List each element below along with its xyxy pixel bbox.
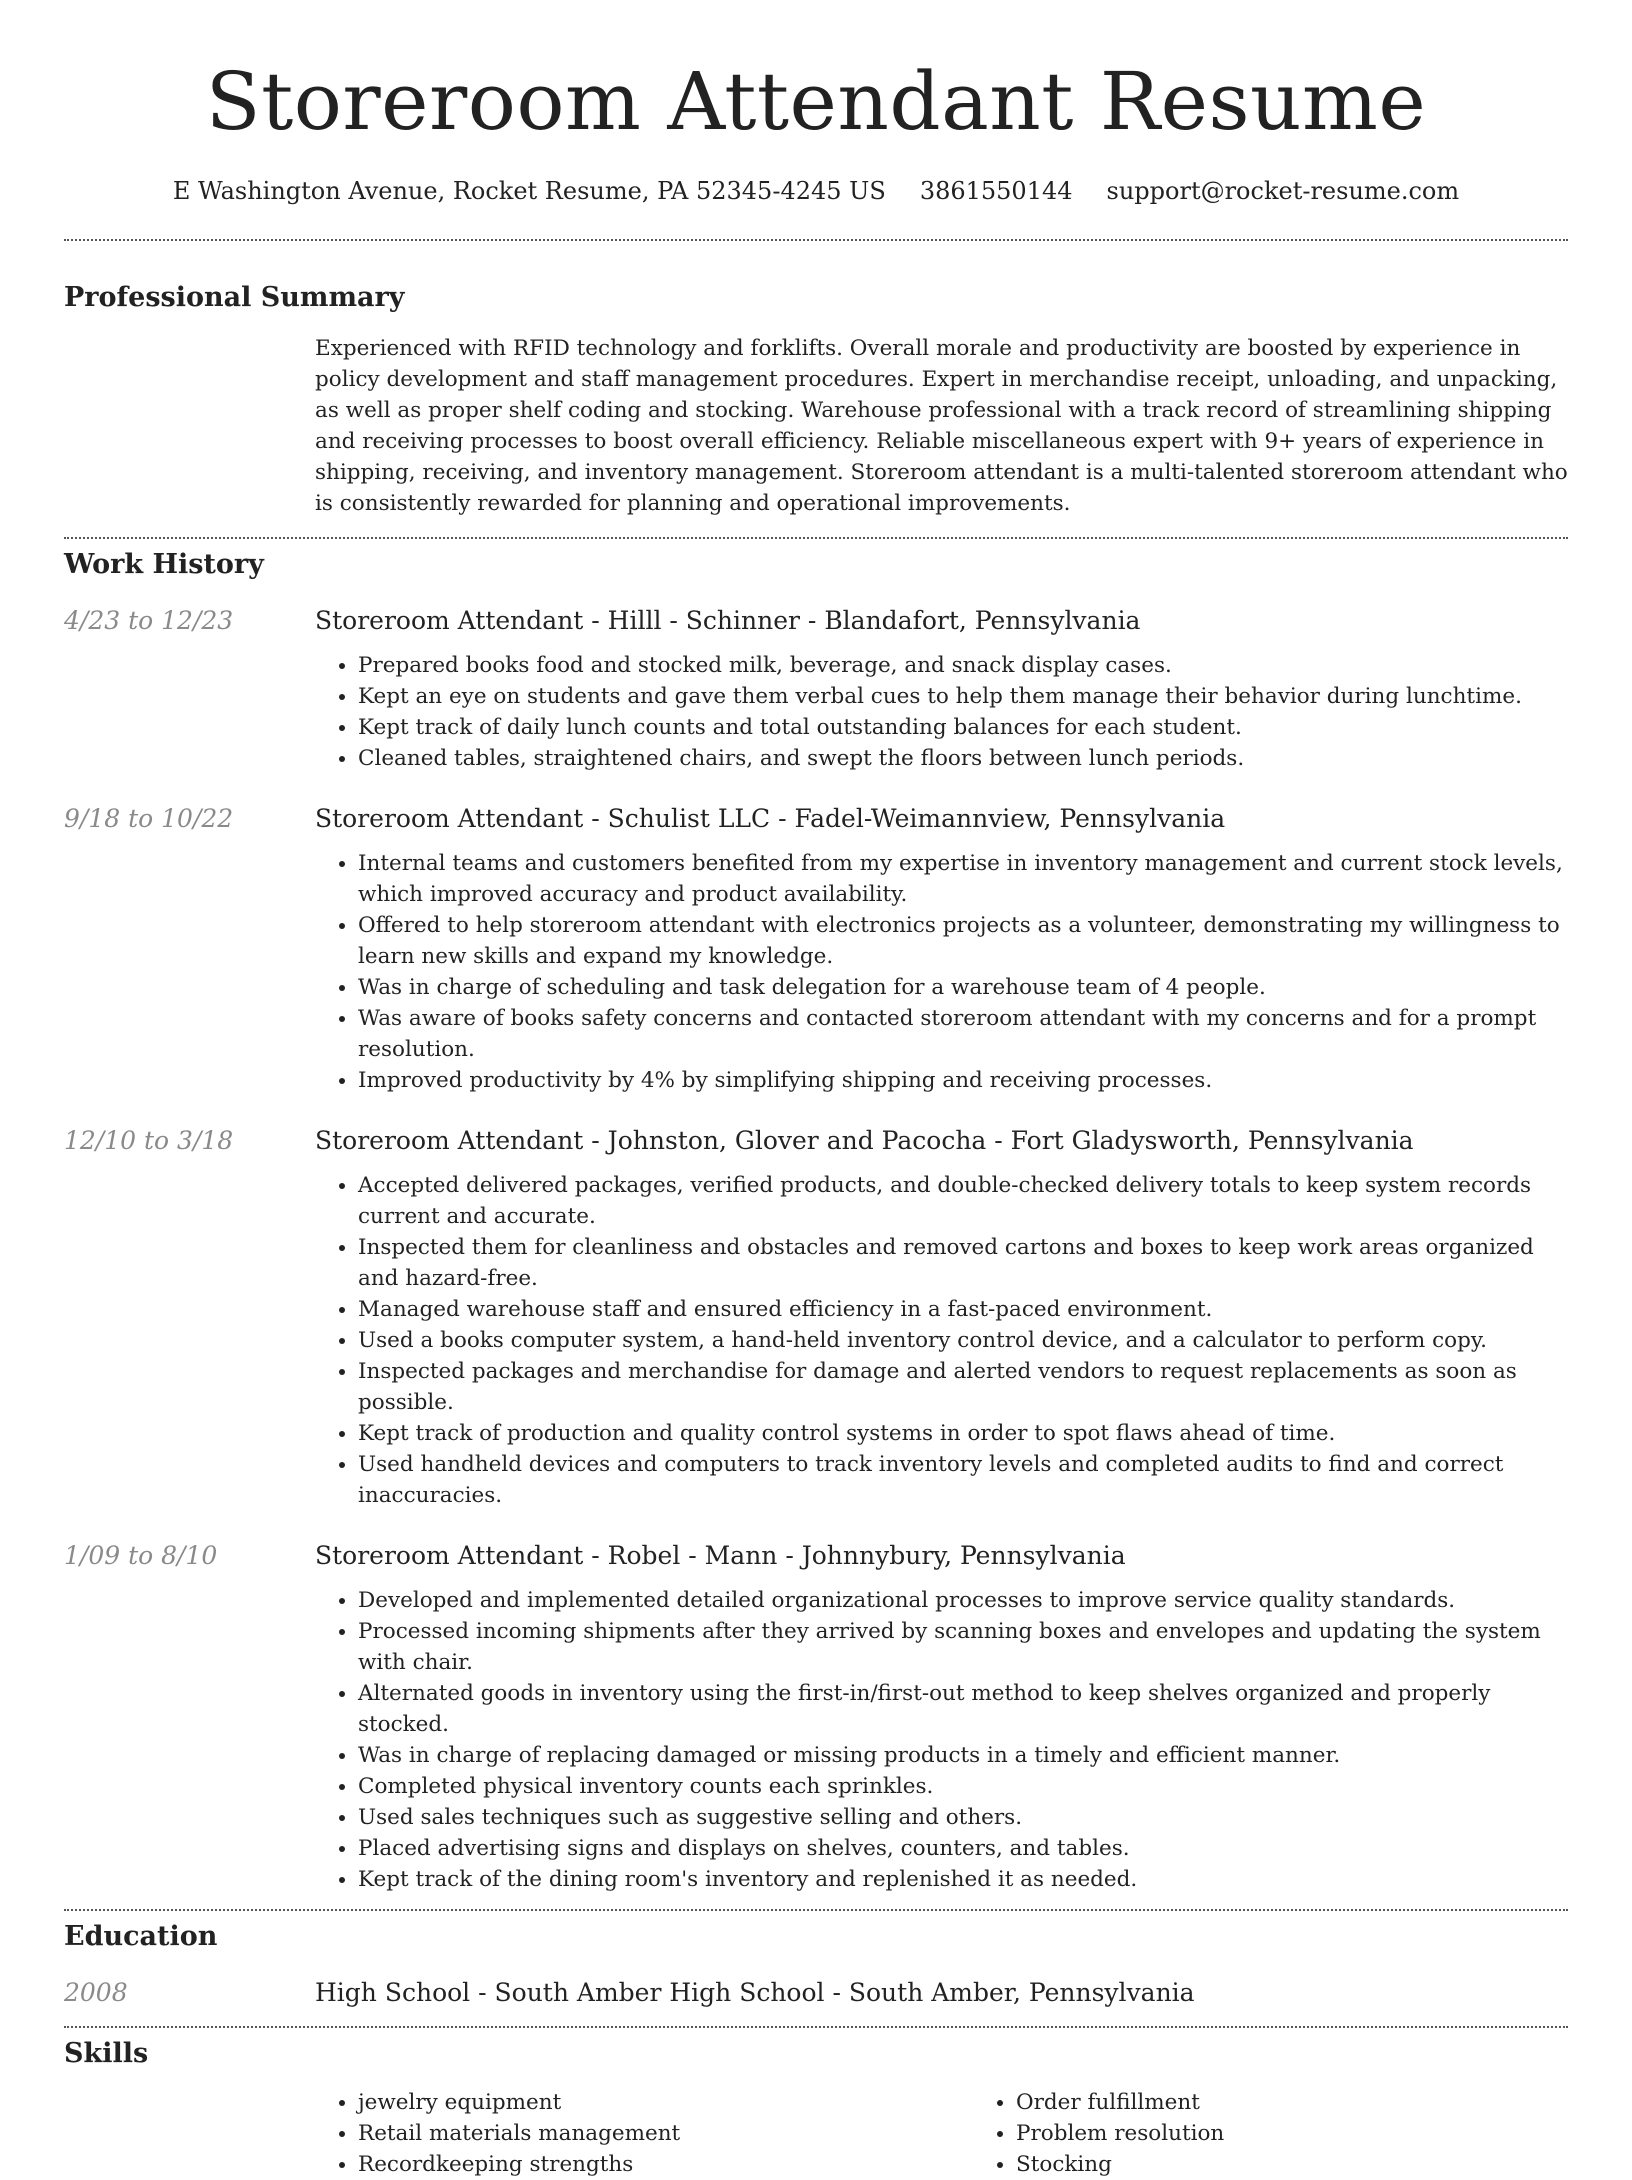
list-item: • Processed incoming shipments after they arrived by scanning boxes and envelopes and updating the system with chair. bbox=[358, 1616, 1568, 1678]
summary-heading: Professional Summary bbox=[64, 282, 405, 313]
resume-title: Storeroom Attendant Resume bbox=[205, 55, 1427, 148]
job-entry bbox=[64, 1124, 1568, 1511]
list-item: • Used a books computer system, a hand-held inventory control device, and a calculator to perform copy. bbox=[358, 1325, 1568, 1356]
job-bullets bbox=[315, 1170, 1568, 1511]
job-entry bbox=[64, 802, 1568, 1096]
divider bbox=[64, 1909, 1568, 1911]
list-item: • Alternated goods in inventory using the first-in/first-out method to keep shelves organized and properly stocked. bbox=[358, 1678, 1568, 1740]
list-item: • Used handheld devices and computers to track inventory levels and completed audits to find and correct inaccuracies. bbox=[358, 1449, 1568, 1511]
contact-phone: 3861550144 bbox=[919, 177, 1073, 205]
list-item: • Improved productivity by 4% by simplifying shipping and receiving processes. bbox=[358, 1065, 1568, 1096]
list-item: • Was in charge of scheduling and task delegation for a warehouse team of 4 people. bbox=[358, 972, 1568, 1003]
list-item: • Inspected them for cleanliness and obstacles and removed cartons and boxes to keep work areas organized and hazard-free. bbox=[358, 1232, 1568, 1294]
list-item: • Recordkeeping strengths bbox=[358, 2149, 973, 2180]
list-item: • Managed warehouse staff and ensured efficiency in a fast-paced environment. bbox=[358, 1294, 1568, 1325]
education-heading: Education bbox=[64, 1921, 218, 1952]
job-bullets bbox=[315, 848, 1568, 1096]
divider bbox=[64, 537, 1568, 539]
list-item: • Placed advertising signs and displays on shelves, counters, and tables. bbox=[358, 1833, 1568, 1864]
job-dates: 1/09 to 8/10 bbox=[64, 1541, 218, 1570]
job-title: Storeroom Attendant - Hilll - Schinner - Blandafort, Pennsylvania bbox=[315, 606, 1141, 635]
job-title: Storeroom Attendant - Robel - Mann - Johnnybury, Pennsylvania bbox=[315, 1541, 1126, 1570]
job-dates: 12/10 to 3/18 bbox=[64, 1126, 234, 1155]
list-item: • Problem resolution bbox=[1016, 2118, 1631, 2149]
summary-text: Experienced with RFID technology and forklifts. Overall morale and productivity are boosted by experience in policy development and staff management procedures. Expert in merchandise receipt, unloading, and unpacking, as well as proper shelf coding and stocking. Warehouse professional with a track record of streamlining shipping and receiving processes to boost overall efficiency. Reliable miscellaneous expert with 9+ years of experience in shipping, receiving, and inventory management. Storeroom attendant is a multi-talented storeroom attendant who is consistently rewarded for planning and operational improvements. bbox=[315, 336, 1568, 516]
list-item: • Was aware of books safety concerns and contacted storeroom attendant with my concerns and for a prompt resolution. bbox=[358, 1003, 1568, 1065]
divider bbox=[64, 239, 1568, 241]
job-dates: 9/18 to 10/22 bbox=[64, 804, 234, 833]
work-history-section bbox=[64, 548, 1568, 1895]
list-item: • Kept track of the dining room's inventory and replenished it as needed. bbox=[358, 1864, 1568, 1895]
list-item: • Prepared books food and stocked milk, beverage, and snack display cases. bbox=[358, 650, 1568, 681]
contact-line bbox=[64, 176, 1568, 206]
list-item: • Order fulfillment bbox=[1016, 2087, 1631, 2118]
list-item: • jewelry equipment bbox=[358, 2087, 973, 2118]
list-item: • Stocking bbox=[1016, 2149, 1631, 2180]
job-title: Storeroom Attendant - Johnston, Glover and Pacocha - Fort Gladysworth, Pennsylvania bbox=[315, 1126, 1414, 1155]
education-entry: High School - South Amber High School - South Amber, Pennsylvania bbox=[315, 1978, 1195, 2007]
divider bbox=[64, 2026, 1568, 2028]
list-item: • Completed physical inventory counts each sprinkles. bbox=[358, 1771, 1568, 1802]
skills-heading: Skills bbox=[64, 2038, 149, 2069]
list-item: • Kept an eye on students and gave them verbal cues to help them manage their behavior during lunchtime. bbox=[358, 681, 1568, 712]
list-item: • Inspected packages and merchandise for damage and alerted vendors to request replacements as soon as possible. bbox=[358, 1356, 1568, 1418]
list-item: • Cleaned tables, straightened chairs, and swept the floors between lunch periods. bbox=[358, 743, 1568, 774]
job-entry bbox=[64, 1539, 1568, 1895]
job-bullets bbox=[315, 650, 1568, 774]
list-item: • Kept track of production and quality control systems in order to spot flaws ahead of time. bbox=[358, 1418, 1568, 1449]
list-item: • Developed and implemented detailed organizational processes to improve service quality standards. bbox=[358, 1585, 1568, 1616]
list-item: • Accepted delivered packages, verified products, and double-checked delivery totals to keep system records current and accurate. bbox=[358, 1170, 1568, 1232]
summary-section bbox=[64, 281, 1568, 519]
list-item: • Retail materials management bbox=[358, 2118, 973, 2149]
list-item: • Kept track of daily lunch counts and total outstanding balances for each student. bbox=[358, 712, 1568, 743]
skills-list-right bbox=[973, 2087, 1631, 2180]
education-year: 2008 bbox=[64, 1978, 128, 2007]
contact-email: support@rocket-resume.com bbox=[1106, 177, 1460, 205]
job-dates: 4/23 to 12/23 bbox=[64, 606, 234, 635]
list-item: • Offered to help storeroom attendant with electronics projects as a volunteer, demonstrating my willingness to learn new skills and expand my knowledge. bbox=[358, 910, 1568, 972]
skills-list-left bbox=[315, 2087, 973, 2180]
skills-section bbox=[64, 2037, 1568, 2180]
list-item: • Was in charge of replacing damaged or missing products in a timely and efficient manner. bbox=[358, 1740, 1568, 1771]
contact-address: E Washington Avenue, Rocket Resume, PA 52345-4245 US bbox=[172, 177, 886, 205]
list-item: • Internal teams and customers benefited from my expertise in inventory management and current stock levels, which improved accuracy and product availability. bbox=[358, 848, 1568, 910]
job-bullets bbox=[315, 1585, 1568, 1895]
job-title: Storeroom Attendant - Schulist LLC - Fadel-Weimannview, Pennsylvania bbox=[315, 804, 1226, 833]
education-section bbox=[64, 1920, 1568, 2010]
job-entry bbox=[64, 604, 1568, 774]
list-item: • Used sales techniques such as suggestive selling and others. bbox=[358, 1802, 1568, 1833]
work-history-heading: Work History bbox=[64, 549, 264, 580]
